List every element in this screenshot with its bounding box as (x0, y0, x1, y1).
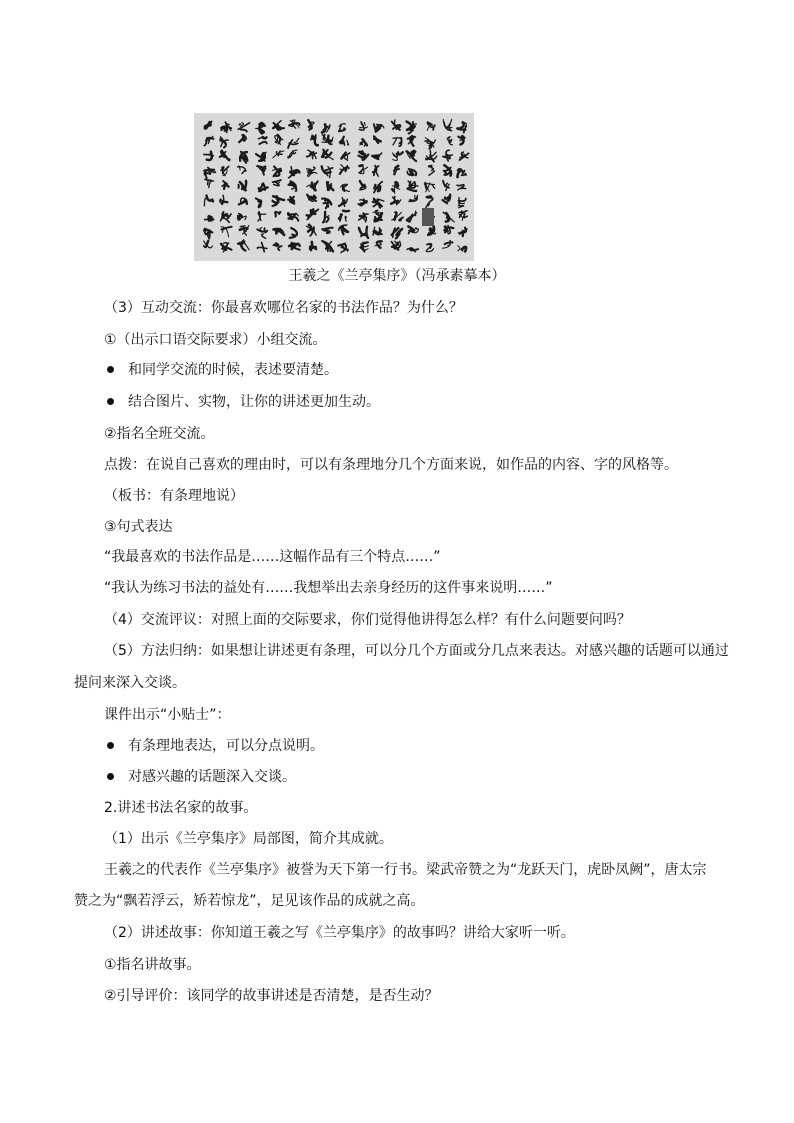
figure-caption: 王羲之《兰亭集序》（冯承素摹本） (288, 268, 506, 284)
bullet-item: 结合图片、实物，让你的讲述更加生动。 (128, 394, 380, 410)
paragraph-wangxizhi-cont: 赞之为“飘若浮云，矫若惊龙”，足见该作品的成就之高。 (74, 893, 425, 909)
paragraph-method: （5）方法归纳：如果想让讲述更有条理，可以分几个方面或分几点来表达。对感兴趣的话题可以通过 (104, 643, 729, 659)
paper-background (194, 113, 474, 261)
bullet-item: 对感兴趣的话题深入交谈。 (128, 769, 296, 785)
calligraphy-strokes (194, 113, 474, 261)
paragraph-evaluation: ②引导评价：该同学的故事讲述是否清楚，是否生动？ (104, 988, 439, 1004)
paragraph-group-talk: ①（出示口语交际要求）小组交流。 (104, 332, 327, 348)
paragraph-name-story: ①指名讲故事。 (104, 957, 201, 973)
bullet-dot (107, 366, 114, 373)
paragraph-wangxizhi: 王羲之的代表作《兰亭集序》被誉为天下第一行书。梁武帝赞之为“龙跃天门，虎卧凤阙”，唐太宗 (104, 862, 707, 878)
seal-stamp (422, 208, 434, 226)
bullet-dot (107, 773, 114, 780)
paragraph-story: （2）讲述故事：你知道王羲之写《兰亭集序》的故事吗？讲给大家听一听。 (104, 925, 575, 941)
calligraphy-image (194, 113, 474, 261)
bullet-item: 有条理地表达，可以分点说明。 (128, 738, 324, 754)
calligraphy-glyph (307, 195, 316, 202)
quote-line: “我最喜欢的书法作品是……这幅作品有三个特点……” (104, 549, 441, 565)
section-heading: 2.讲述书法名家的故事。 (104, 800, 258, 816)
paragraph-interaction: （3）互动交流：你最喜欢哪位名家的书法作品？为什么？ (104, 300, 463, 316)
paragraph-show-image: （1）出示《兰亭集序》局部图，简介其成就。 (104, 831, 393, 847)
paragraph-review: （4）交流评议：对照上面的交际要求，你们觉得他讲得怎么样？有什么问题要问吗？ (104, 612, 631, 628)
paragraph-method-cont: 提问来深入交谈。 (74, 675, 186, 691)
bullet-dot (107, 398, 114, 405)
bullet-item: 和同学交流的时候，表述要清楚。 (128, 362, 338, 378)
quote-line: “我认为练习书法的益处有……我想举出去亲身经历的这件事来说明……” (104, 580, 553, 596)
paragraph-board: （板书：有条理地说） (104, 488, 244, 504)
paragraph-class-talk: ②指名全班交流。 (104, 426, 215, 442)
calligraphy-glyph (288, 213, 298, 220)
paragraph-tips: 课件出示“小贴士”： (104, 707, 231, 723)
paragraph-guidance: 点拨：在说自己喜欢的理由时，可以有条理地分几个方面来说，如作品的内容、字的风格等。 (104, 457, 678, 473)
bullet-dot (107, 742, 114, 749)
paragraph-sentence-pattern: ③句式表达 (104, 519, 173, 535)
